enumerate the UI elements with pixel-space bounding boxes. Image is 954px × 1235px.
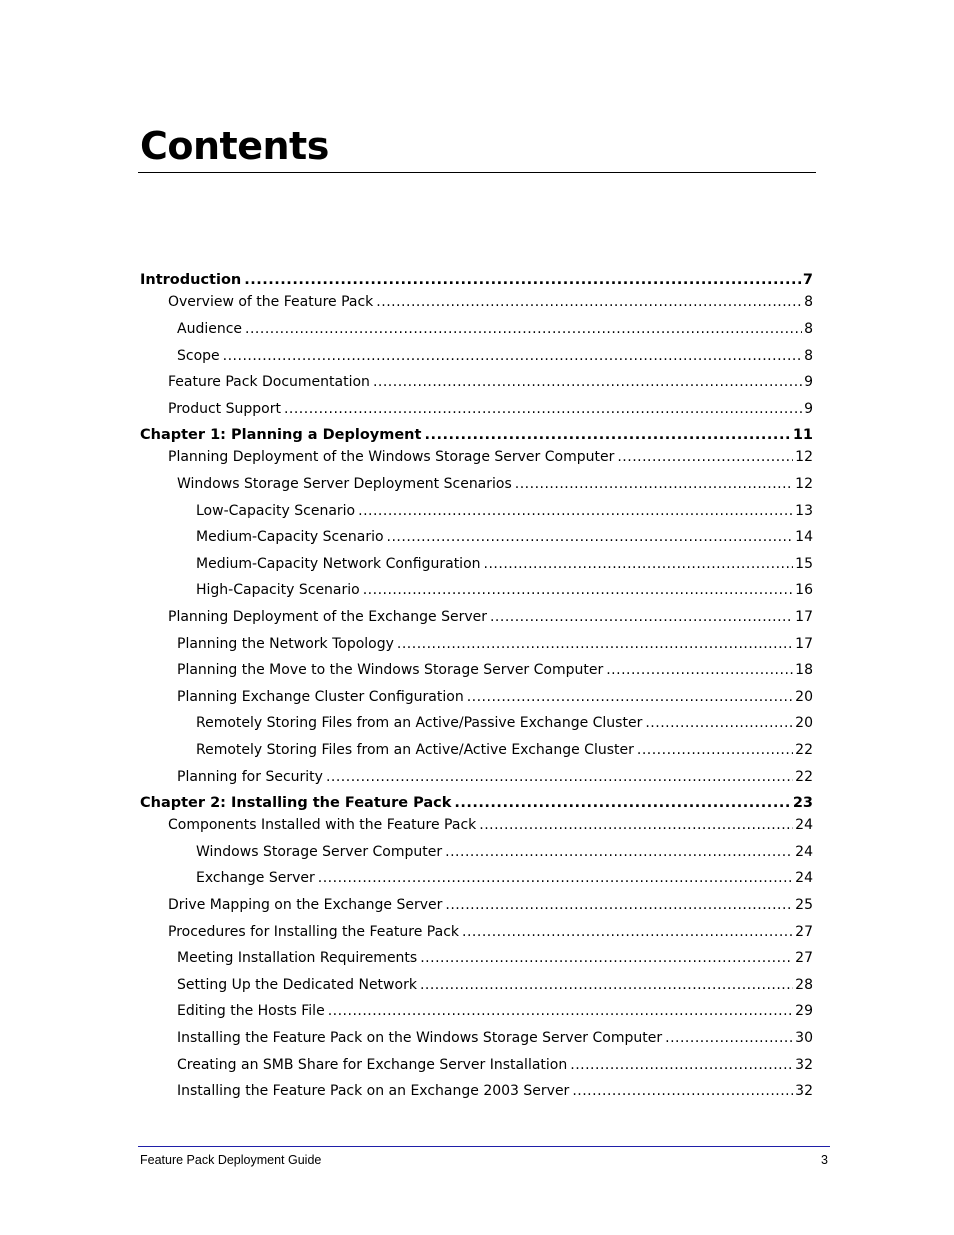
toc-dot-leader (490, 607, 793, 627)
toc-entry-page-number: 32 (795, 1083, 813, 1099)
toc-entry[interactable] (168, 447, 813, 467)
toc-entry-page-number: 17 (795, 636, 813, 652)
toc-entry-title: Remotely Storing Files from an Active/Active Exchange Cluster (196, 742, 634, 758)
toc-entry[interactable] (177, 1001, 813, 1021)
toc-entry-page-number: 20 (795, 689, 813, 705)
toc-dot-leader (326, 767, 793, 787)
toc-entry-page-number: 8 (804, 294, 813, 310)
toc-entry-title: Planning Deployment of the Windows Storage Server Computer (168, 449, 615, 465)
toc-dot-leader (462, 922, 793, 942)
toc-entry-title: Meeting Installation Requirements (177, 950, 418, 966)
toc-dot-leader (617, 447, 793, 467)
toc-entry-page-number: 18 (795, 662, 813, 678)
toc-dot-leader (244, 270, 801, 290)
toc-chapter-entry[interactable] (140, 270, 813, 290)
toc-entry-title: Windows Storage Server Computer (196, 844, 443, 860)
toc-dot-leader (570, 1055, 793, 1075)
toc-entry[interactable] (196, 501, 813, 521)
toc-entry-page-number: 24 (795, 844, 813, 860)
toc-entry-title: Scope (177, 348, 220, 364)
toc-entry-title: Chapter 2: Installing the Feature Pack (140, 795, 452, 811)
toc-entry-title: Planning the Network Topology (177, 636, 394, 652)
toc-entry-title: Overview of the Feature Pack (168, 294, 374, 310)
toc-entry[interactable] (196, 713, 813, 733)
toc-entry[interactable] (177, 975, 813, 995)
toc-entry-page-number: 27 (795, 924, 813, 940)
toc-entry-title: Medium-Capacity Scenario (196, 529, 384, 545)
footer-divider (138, 1146, 830, 1147)
toc-dot-leader (397, 634, 793, 654)
toc-dot-leader (420, 975, 793, 995)
toc-entry[interactable] (177, 1028, 813, 1048)
toc-entry[interactable] (177, 767, 813, 787)
toc-dot-leader (284, 399, 802, 419)
toc-entry-title: Procedures for Installing the Feature Pack (168, 924, 460, 940)
toc-entry-title: Components Installed with the Feature Pack (168, 817, 477, 833)
toc-dot-leader (484, 554, 794, 574)
toc-chapter-entry[interactable] (140, 793, 813, 813)
toc-entry[interactable] (168, 607, 813, 627)
toc-entry[interactable] (177, 687, 813, 707)
toc-entry-page-number: 23 (792, 795, 813, 811)
toc-dot-leader (479, 815, 793, 835)
toc-entry-title: Product Support (168, 401, 281, 417)
toc-entry-page-number: 30 (795, 1030, 813, 1046)
toc-entry-page-number: 11 (792, 427, 813, 443)
toc-entry[interactable] (177, 1081, 813, 1101)
toc-entry-title: Setting Up the Dedicated Network (177, 977, 417, 993)
toc-dot-leader (420, 948, 793, 968)
toc-entry-page-number: 7 (802, 272, 813, 288)
footer-page-number: 3 (821, 1153, 828, 1167)
toc-entry-page-number: 25 (795, 897, 813, 913)
toc-entry-page-number: 8 (804, 321, 813, 337)
toc-dot-leader (373, 372, 802, 392)
toc-entry[interactable] (168, 922, 813, 942)
toc-entry-page-number: 12 (795, 476, 813, 492)
toc-dot-leader (445, 895, 793, 915)
toc-entry-title: Planning the Move to the Windows Storage Server Computer (177, 662, 604, 678)
toc-entry[interactable] (168, 372, 813, 392)
toc-chapter-entry[interactable] (140, 425, 813, 445)
toc-entry-page-number: 22 (795, 742, 813, 758)
toc-entry-page-number: 22 (795, 769, 813, 785)
toc-dot-leader (515, 474, 793, 494)
toc-dot-leader (376, 292, 802, 312)
toc-dot-leader (223, 346, 802, 366)
toc-entry-page-number: 32 (795, 1057, 813, 1073)
toc-dot-leader (467, 687, 793, 707)
toc-entry-page-number: 28 (795, 977, 813, 993)
toc-dot-leader (363, 580, 793, 600)
toc-dot-leader (424, 425, 790, 445)
toc-entry[interactable] (177, 634, 813, 654)
toc-dot-leader (358, 501, 793, 521)
toc-entry-page-number: 14 (795, 529, 813, 545)
toc-entry-page-number: 13 (795, 503, 813, 519)
toc-dot-leader (387, 527, 794, 547)
toc-entry-title: Installing the Feature Pack on the Windows Storage Server Computer (177, 1030, 663, 1046)
toc-entry[interactable] (196, 527, 813, 547)
toc-entry-page-number: 17 (795, 609, 813, 625)
toc-entry[interactable] (177, 319, 813, 339)
toc-dot-leader (245, 319, 802, 339)
toc-entry-title: Planning Deployment of the Exchange Server (168, 609, 487, 625)
toc-entry-title: Installing the Feature Pack on an Exchange 2003 Server (177, 1083, 570, 1099)
toc-dot-leader (637, 740, 793, 760)
toc-entry-title: Creating an SMB Share for Exchange Server Installation (177, 1057, 568, 1073)
toc-entry-title: Audience (177, 321, 243, 337)
toc-entry-page-number: 9 (804, 401, 813, 417)
toc-dot-leader (606, 660, 793, 680)
toc-entry-page-number: 20 (795, 715, 813, 731)
toc-entry[interactable] (196, 868, 813, 888)
toc-entry-title: Chapter 1: Planning a Deployment (140, 427, 422, 443)
toc-entry[interactable] (196, 580, 813, 600)
footer-document-title: Feature Pack Deployment Guide (140, 1153, 322, 1167)
toc-entry[interactable] (168, 399, 813, 419)
toc-entry-title: Editing the Hosts File (177, 1003, 325, 1019)
toc-dot-leader (445, 842, 793, 862)
toc-dot-leader (318, 868, 793, 888)
toc-entry-page-number: 16 (795, 582, 813, 598)
toc-dot-leader (572, 1081, 793, 1101)
toc-entry-page-number: 12 (795, 449, 813, 465)
toc-entry-title: Medium-Capacity Network Configuration (196, 556, 481, 572)
toc-entry[interactable] (168, 895, 813, 915)
toc-entry[interactable] (177, 346, 813, 366)
toc-entry[interactable] (177, 948, 813, 968)
toc-entry[interactable] (168, 815, 813, 835)
toc-entry-title: Low-Capacity Scenario (196, 503, 356, 519)
toc-entry-page-number: 24 (795, 817, 813, 833)
toc-entry-title: Planning Exchange Cluster Configuration (177, 689, 464, 705)
toc-entry[interactable] (196, 554, 813, 574)
toc-dot-leader (665, 1028, 793, 1048)
toc-dot-leader (645, 713, 793, 733)
toc-entry[interactable] (177, 660, 813, 680)
toc-entry-page-number: 9 (804, 374, 813, 390)
toc-entry-page-number: 15 (795, 556, 813, 572)
toc-entry-title: Introduction (140, 272, 242, 288)
toc-entry-page-number: 27 (795, 950, 813, 966)
toc-entry-title: High-Capacity Scenario (196, 582, 360, 598)
toc-entry[interactable] (196, 740, 813, 760)
toc-entry[interactable] (168, 292, 813, 312)
toc-entry-title: Remotely Storing Files from an Active/Passive Exchange Cluster (196, 715, 643, 731)
toc-entry-page-number: 29 (795, 1003, 813, 1019)
toc-entry-title: Planning for Security (177, 769, 323, 785)
toc-dot-leader (328, 1001, 793, 1021)
toc-entry-page-number: 8 (804, 348, 813, 364)
toc-entry[interactable] (177, 474, 813, 494)
toc-entry-page-number: 24 (795, 870, 813, 886)
toc-entry-title: Windows Storage Server Deployment Scenarios (177, 476, 512, 492)
toc-dot-leader (454, 793, 790, 813)
toc-entry[interactable] (177, 1055, 813, 1075)
toc-entry[interactable] (196, 842, 813, 862)
toc-entry-title: Exchange Server (196, 870, 315, 886)
toc-entry-title: Drive Mapping on the Exchange Server (168, 897, 443, 913)
toc-entry-title: Feature Pack Documentation (168, 374, 370, 390)
page-title: Contents (140, 124, 329, 168)
